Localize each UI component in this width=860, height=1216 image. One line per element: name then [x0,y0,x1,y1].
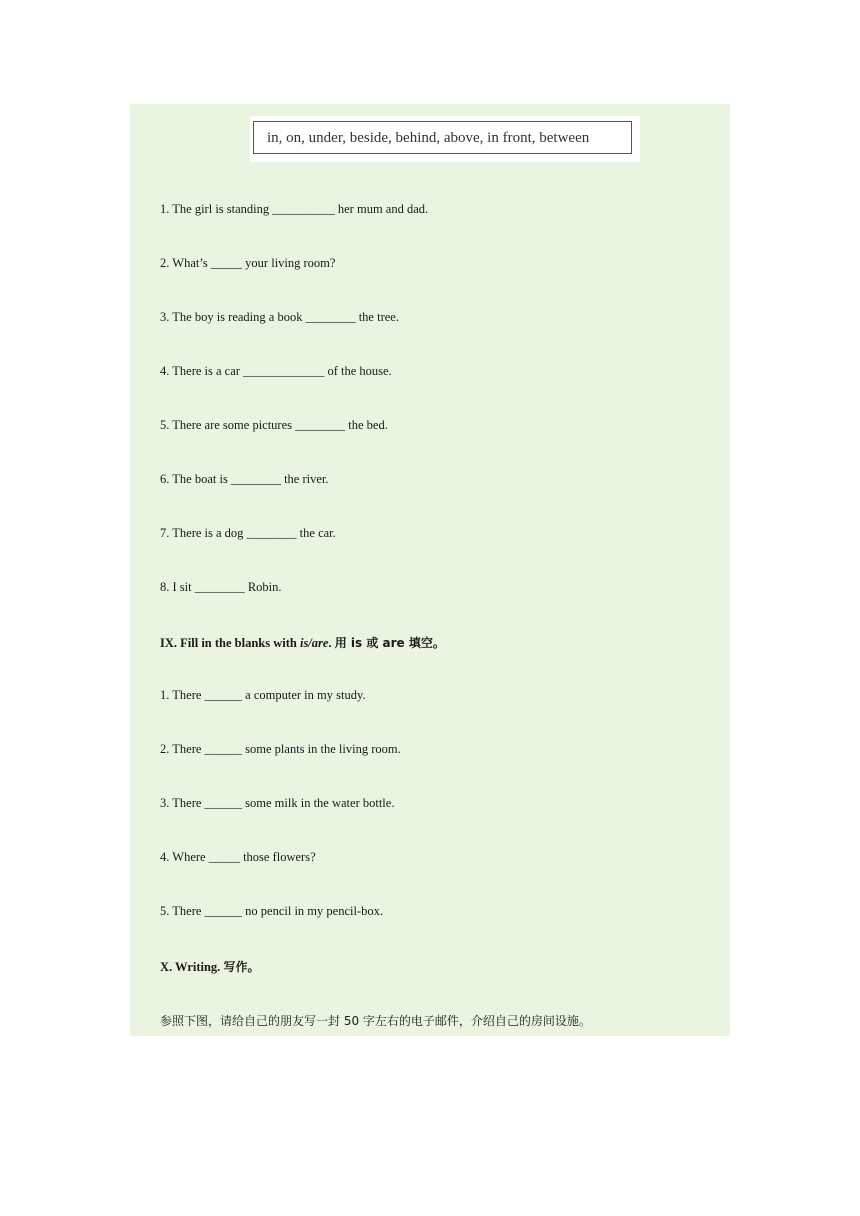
question-viii-6: 6. The boat is ________ the river. [160,472,329,486]
question-viii-3: 3. The boy is reading a book ________ the tree. [160,310,399,324]
question-ix-3: 3. There ______ some milk in the water bottle. [160,796,395,810]
section-ix-heading-prefix: IX. Fill in the blanks with [160,636,300,650]
question-viii-2: 2. What’s _____ your living room? [160,256,336,270]
question-ix-2: 2. There ______ some plants in the living room. [160,742,401,756]
question-viii-7: 7. There is a dog ________ the car. [160,526,336,540]
word-bank-box: in, on, under, beside, behind, above, in front, between [253,121,632,154]
section-ix-heading-suffix: . [328,636,335,650]
question-viii-4: 4. There is a car _____________ of the house. [160,364,392,378]
section-ix-heading-emphasis: is/are [299,636,329,650]
worksheet-panel [130,104,730,1036]
question-ix-4: 4. Where _____ those flowers? [160,850,316,864]
question-viii-1: 1. The girl is standing __________ her mum and dad. [160,202,429,216]
question-ix-5: 5. There ______ no pencil in my pencil-box. [160,904,383,918]
section-ix-heading [160,634,445,651]
writing-instruction: 参照下图，请给自己的朋友写一封 50 字左右的电子邮件，介绍自己的房间设施。 [160,1014,591,1028]
question-viii-8: 8. I sit ________ Robin. [160,580,282,594]
word-bank-wrapper [250,116,640,162]
section-x-heading [160,958,259,975]
question-viii-5: 5. There are some pictures ________ the bed. [160,418,388,432]
section-ix-heading-chinese: 用 is 或 are 填空。 [334,636,445,650]
section-x-heading-chinese: 写作。 [223,960,260,974]
section-x-heading-text: X. Writing. [160,960,224,974]
question-ix-1: 1. There ______ a computer in my study. [160,688,366,702]
